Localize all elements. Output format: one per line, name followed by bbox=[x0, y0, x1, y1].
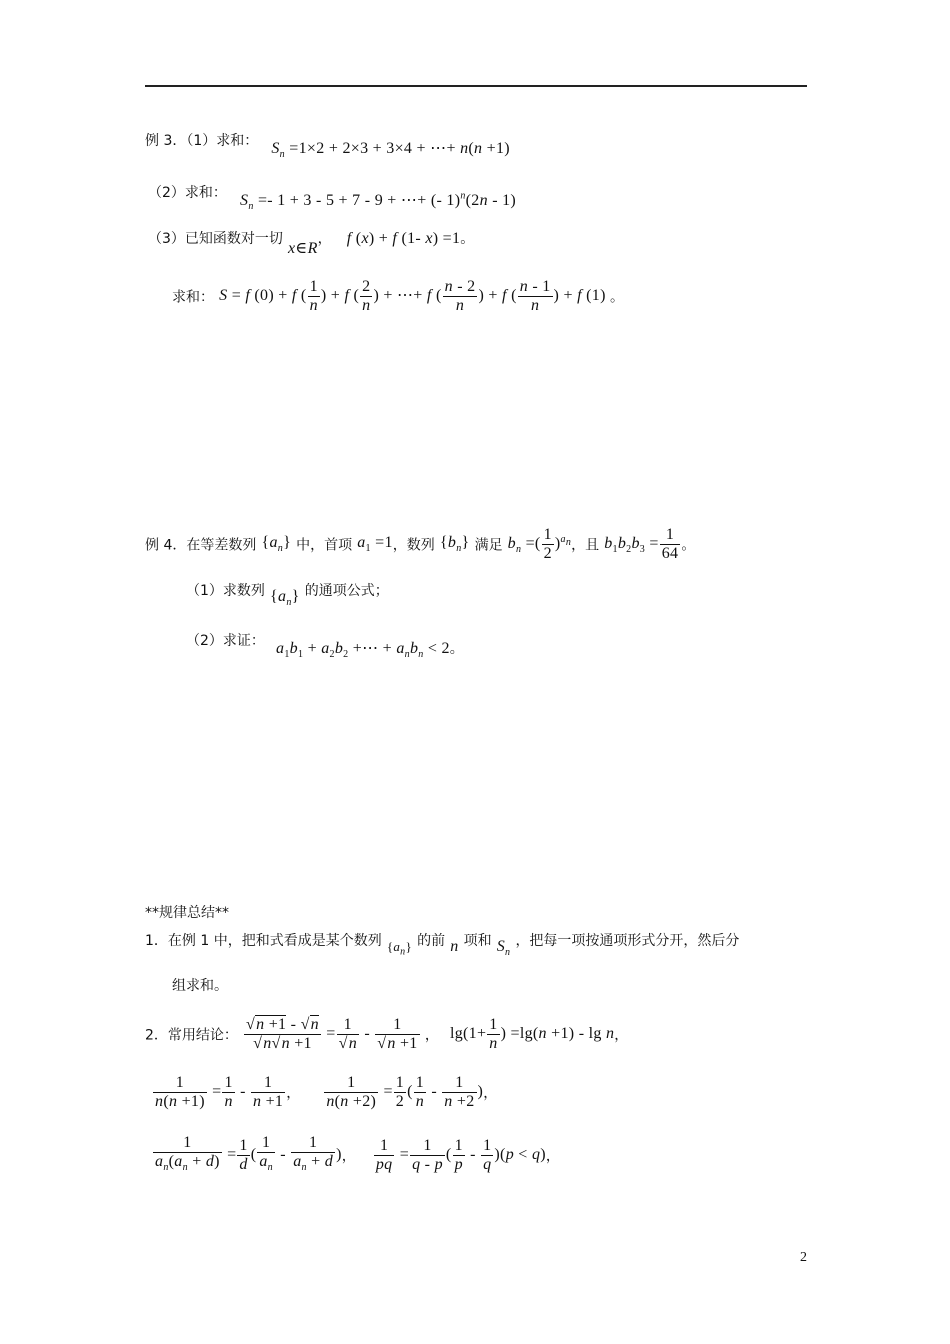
summary-sn: $S_n$ bbox=[496, 938, 511, 959]
ex3-p3-formula: S = f (0) + f ( $\frac{1}{n}$ ) + f ( $\frac{2}{n}$ ) + ⋯+ f ( $\frac{n - 2}{n}$ ) + f ( $\frac{n - 1}{n}$ ) + f (1) bbox=[219, 278, 611, 314]
page-number: 2 bbox=[800, 1250, 807, 1265]
summary-item1-d: ，把每一项按通项形式分开，然后分 bbox=[515, 933, 740, 949]
ex4-text-c: ，数列 bbox=[392, 537, 435, 554]
ex3-p2-label: （2）求和： bbox=[148, 185, 227, 201]
ex4-q2 bbox=[186, 630, 464, 661]
formula-frac-pq: $\frac{1}{pq}$ = $\frac{1}{q - p}$ ( $\frac{1}{p}$ - $\frac{1}{q}$ )(p < q) bbox=[375, 1137, 546, 1174]
ex3-part3-sum bbox=[172, 278, 624, 315]
ex4-text-a: 例 4．在等差数列 bbox=[145, 537, 257, 554]
summary-item1-cont: 组求和。 bbox=[172, 978, 228, 994]
summary-item2-label: 2．常用结论： bbox=[145, 1027, 238, 1044]
ex4-an: $\{a_n\}$ bbox=[261, 534, 292, 555]
period: 。 bbox=[681, 537, 696, 554]
ex4-text-e: ，且 bbox=[571, 537, 600, 554]
ex3-p2-formula: $S_n =- 1 + 3 - 5 + 7 - 9$ + ⋯+ (- 1)$^n$(2n - 1) bbox=[240, 190, 517, 213]
ex4-bn-def: $b_n$ =( $\frac{1}{2}$ )$^{a_n}$ bbox=[507, 526, 572, 562]
ex3-part2 bbox=[148, 182, 517, 213]
summary-formulas-row3 bbox=[152, 1134, 560, 1177]
ex4-q1 bbox=[186, 580, 389, 609]
formula-lg: lg(1+ $\frac{1}{n}$ ) =lg(n +1) - lg n bbox=[450, 1016, 615, 1052]
ex4-q2-formula: $a_1b_1 + a_2b_2$ +⋯ + $a_nb_n < 2$ bbox=[276, 640, 450, 661]
comma: ， bbox=[614, 1027, 629, 1044]
ex4-q1-tail: 的通项公式； bbox=[304, 583, 389, 599]
formula-frac-an-d: $\frac{1}{a_n(a_n + d)}$ = $\frac{1}{d}$ ( $\frac{1}{a_n}$ - $\frac{1}{a_n + d}$ ) bbox=[155, 1134, 342, 1174]
sep: ， bbox=[317, 231, 332, 247]
period: 。 bbox=[449, 641, 464, 657]
ex3-p1-formula: $S_n =1\times 2 + 2\times 3 + 3\times 4$ + ⋯+ n(n +1) bbox=[271, 140, 510, 161]
summary-an: {an} bbox=[386, 939, 413, 958]
summary-item1-b: 的前 bbox=[417, 933, 446, 949]
summary-item1 bbox=[145, 930, 740, 959]
comma: ， bbox=[424, 1027, 439, 1044]
header-rule bbox=[145, 85, 807, 87]
formula-sqrt: $\frac{√n +1 - √n}{√n√n +1}$ = $\frac{1}{√n}$ - $\frac{1}{√n +1}$ bbox=[246, 1016, 418, 1052]
comma: ， bbox=[286, 1085, 301, 1102]
summary-formulas-row2 bbox=[152, 1074, 497, 1111]
ex3-part3 bbox=[148, 228, 475, 257]
ex4-product: $b_1b_2b_3$ = $\frac{1}{64}$ bbox=[604, 526, 679, 562]
summary-heading: **规律总结** bbox=[145, 905, 229, 921]
ex4-q1-label: （1）求数列 bbox=[186, 583, 265, 599]
ex4-a1: $a_1 =1$ bbox=[357, 534, 393, 555]
summary-item2 bbox=[145, 1016, 628, 1053]
ex3-p3-label: （3）已知函数对一切 bbox=[148, 231, 283, 247]
ex4-q2-label: （2）求证： bbox=[186, 633, 265, 649]
ex3-p3-cond1: x∈R bbox=[288, 240, 318, 257]
ex4-text-b: 中，首项 bbox=[296, 537, 353, 554]
ex3-part1 bbox=[145, 130, 510, 161]
formula-frac-n-n2: $\frac{1}{n(n +2)}$ = $\frac{1}{2}$ ( $\frac{1}{n}$ - $\frac{1}{n +2}$ ) bbox=[326, 1074, 484, 1110]
comma: ， bbox=[483, 1085, 498, 1102]
period: 。 bbox=[460, 231, 475, 247]
summary-item1-a: 1．在例 1 中，把和式看成是某个数列 bbox=[145, 933, 382, 949]
ex4-text-d: 满足 bbox=[474, 537, 503, 554]
ex4-statement bbox=[145, 526, 695, 563]
ex3-p3-cond2: f (x) + f (1- x) =1 bbox=[346, 230, 461, 247]
summary-n: n bbox=[450, 938, 459, 955]
ex4-bn: $\{b_n\}$ bbox=[439, 534, 470, 555]
comma: ， bbox=[341, 1148, 356, 1165]
comma: ， bbox=[545, 1148, 560, 1165]
ex3-p3-ask: 求和： bbox=[172, 289, 214, 306]
ex4-q1-an: $\{a_n\}$ bbox=[270, 588, 300, 609]
summary-item1-c: 项和 bbox=[463, 933, 492, 949]
formula-frac-n-n1: $\frac{1}{n(n +1)}$ = $\frac{1}{n}$ - $\frac{1}{n +1}$ bbox=[155, 1074, 284, 1110]
ex3-label: 例 3．（1）求和： bbox=[145, 133, 259, 149]
period: 。 bbox=[610, 289, 625, 306]
